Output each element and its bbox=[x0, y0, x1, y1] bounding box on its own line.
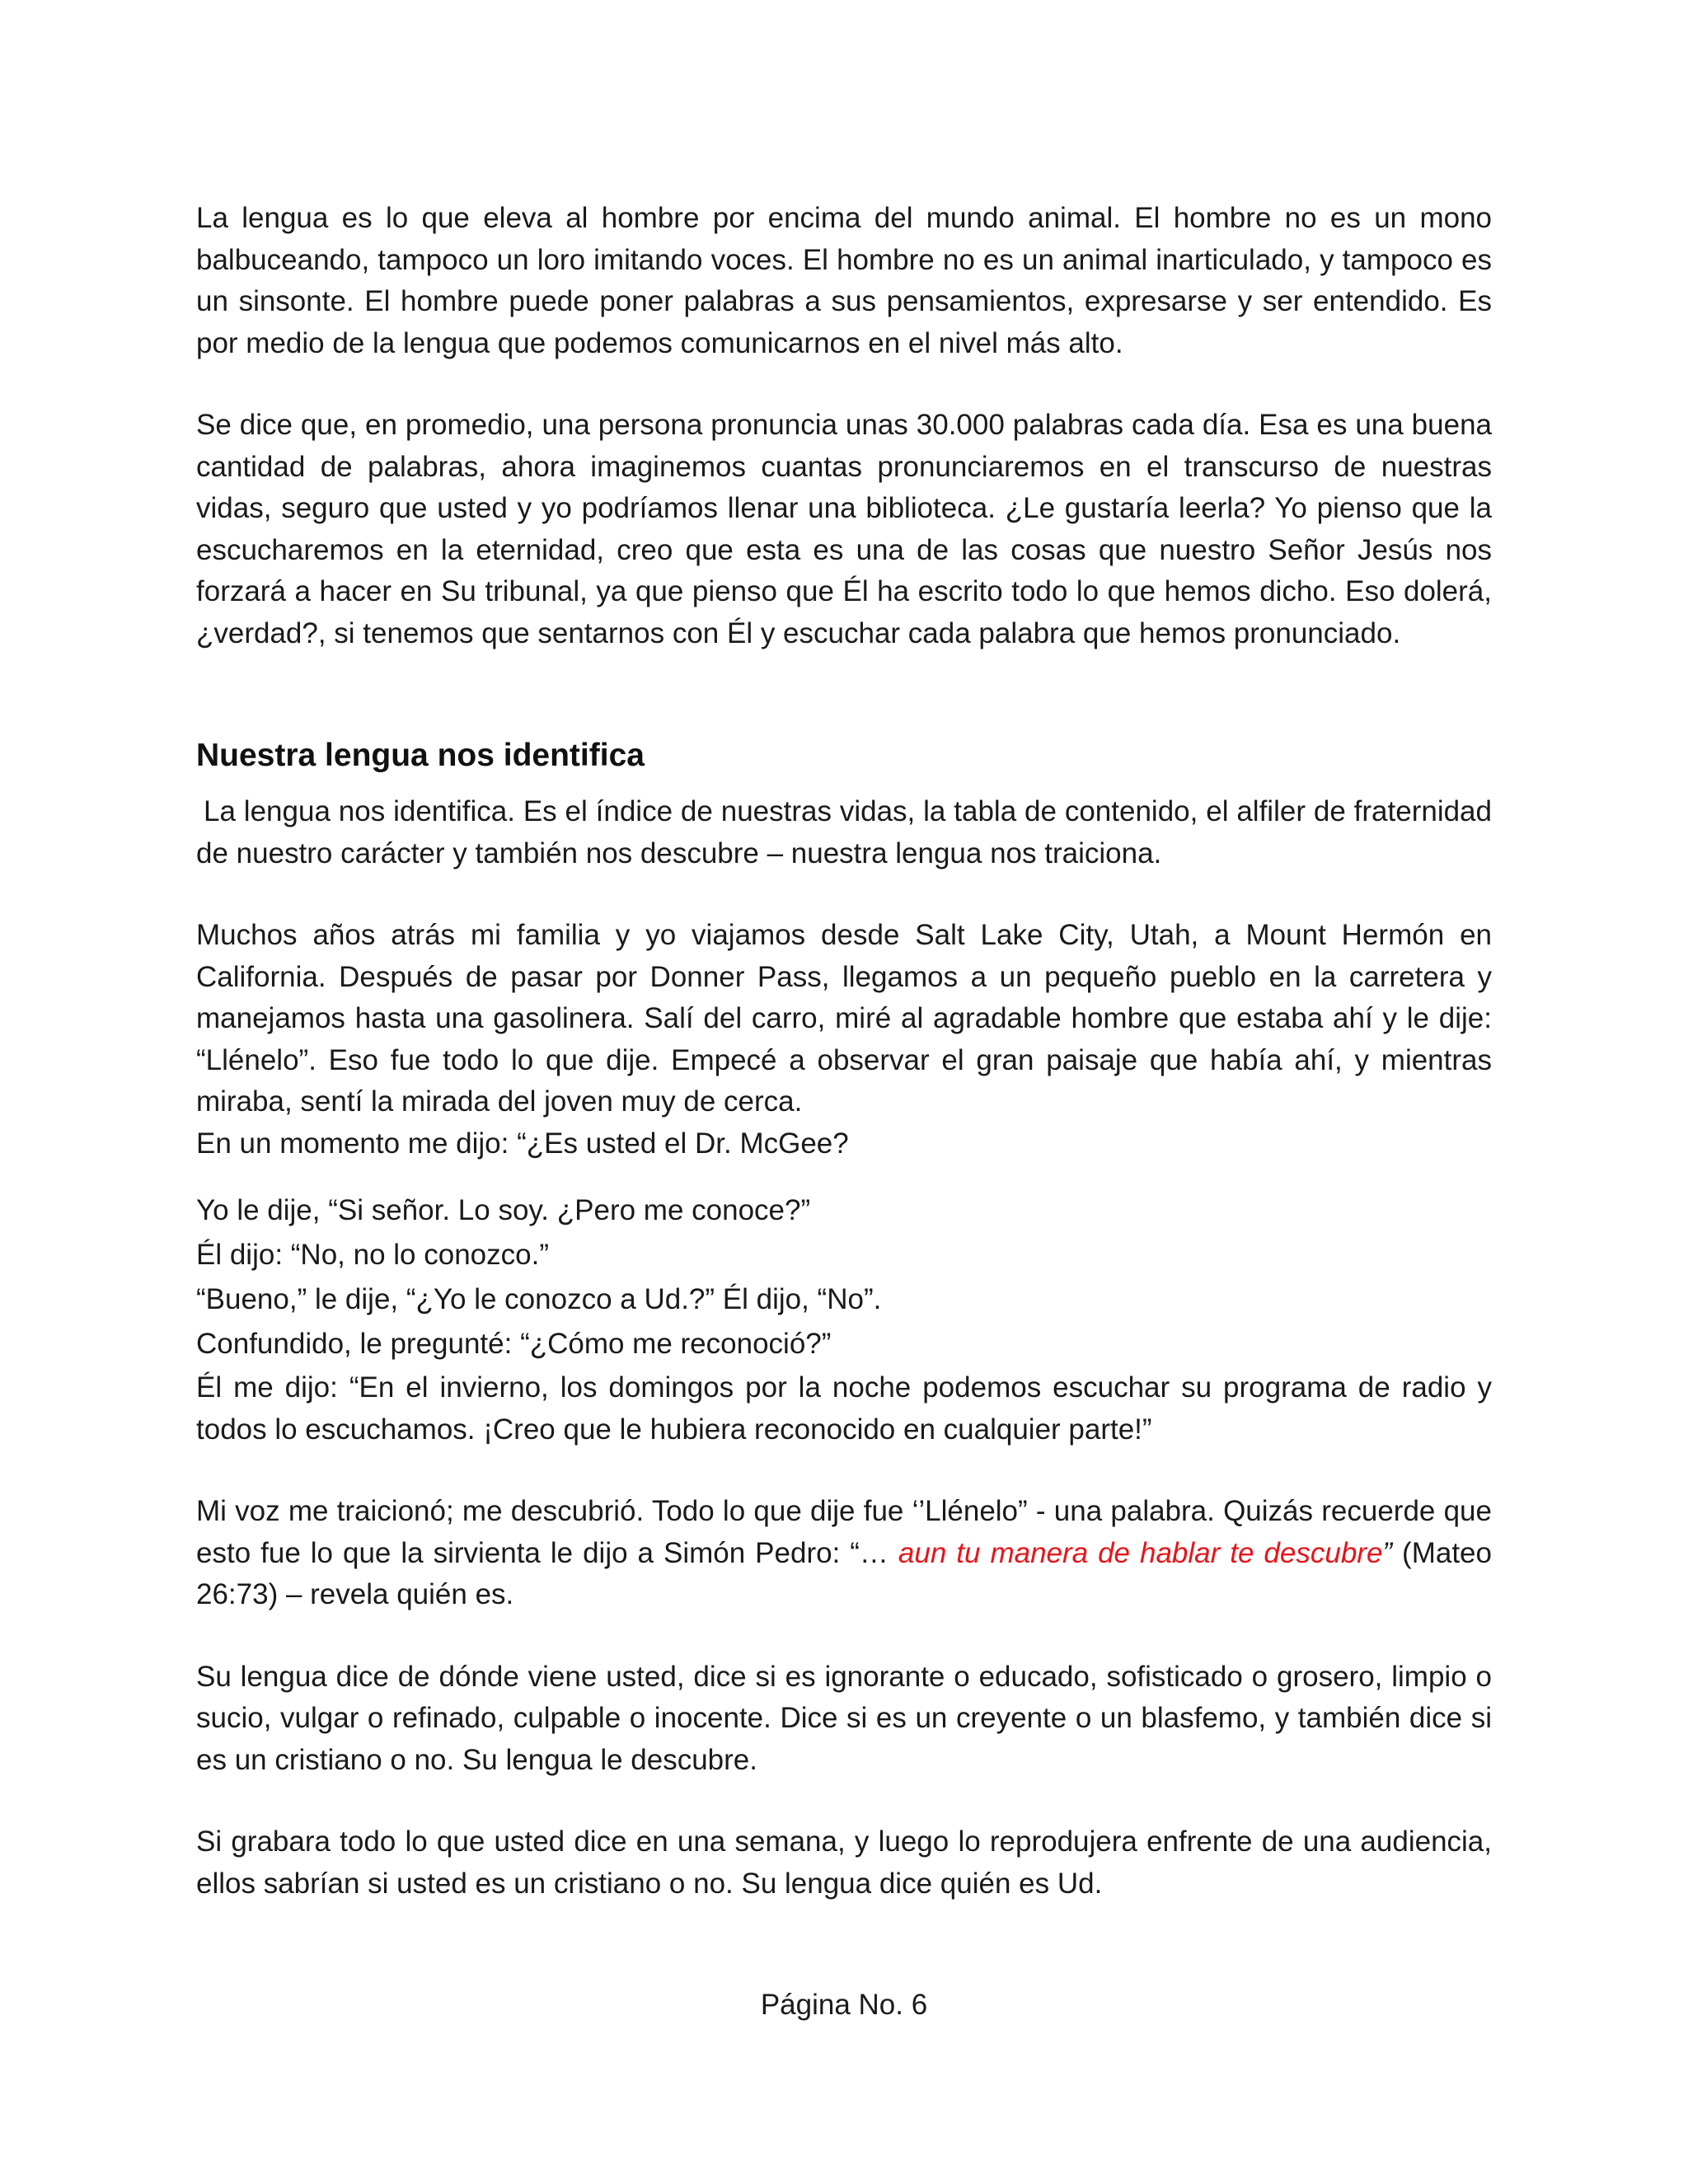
paragraph-intro: La lengua es lo que eleva al hombre por encima del mundo animal. El hombre no es un mono balbuceando, tampoco un loro imitando voces. El hombre no es un animal inarticulado, y tampoco es un sinsonte. El hombre puede poner palabras a sus pensamientos, expresarse y ser entendido. Es por medio de la lengua que podemos comunicarnos en el nivel más alto. bbox=[196, 202, 1492, 359]
dialog-line: Yo le dije, “Si señor. Lo soy. ¿Pero me conoce?” bbox=[196, 1194, 811, 1226]
section-heading: Nuestra lengua nos identifica bbox=[196, 738, 645, 773]
paragraph-identifies: La lengua nos identifica. Es el índice de nuestras vidas, la tabla de contenido, el alfiler de fraternidad de nuestro carácter y también nos descubre – nuestra lengua nos traiciona. bbox=[196, 795, 1492, 869]
dialog-block bbox=[196, 1188, 1492, 1451]
paragraph-word-count: Se dice que, en promedio, una persona pronuncia unas 30.000 palabras cada día. Esa es una buena cantidad de palabras, ahora imaginemos cuantas pronunciaremos en el transcurso de nuestras vidas, seguro que usted y yo podríamos llenar una biblioteca. ¿Le gustaría leerla? Yo pienso que la escucharemos en la eternidad, creo que esta es una de las cosas que nuestro Señor Jesús nos forzará a hacer en Su tribunal, ya que pienso que Él ha escrito todo lo que hemos dicho. Eso dolerá, ¿verdad?, si tenemos que sentarnos con Él y escuchar cada palabra que hemos pronunciado. bbox=[196, 409, 1492, 649]
scripture-quote: aun tu manera de hablar te descubre bbox=[898, 1536, 1383, 1569]
dialog-line: Él dijo: “No, no lo conozco.” bbox=[196, 1239, 549, 1271]
scripture-quote-close: ” bbox=[1382, 1536, 1393, 1569]
dialog-line: Él me dijo: “En el invierno, los domingos por la noche podemos escuchar su programa de radio y todos lo escuchamos. ¡Creo que le hubiera reconocido en cualquier parte!” bbox=[196, 1371, 1492, 1446]
document-page bbox=[196, 198, 1492, 1945]
dialog-line: “Bueno,” le dije, “¿Yo le conozco a Ud.?” Él dijo, “No”. bbox=[196, 1283, 882, 1315]
paragraph-story: Muchos años atrás mi familia y yo viajamos desde Salt Lake City, Utah, a Mount Hermón en California. Después de pasar por Donner Pass, llegamos a un pequeño pueblo en la carretera y manejamos hasta una gasolinera. Salí del carro, miré al agradable hombre que estaba ahí y le dije: “Llénelo”. Eso fue todo lo que dije. Empecé a observar el gran paisaje que había ahí, y mientras miraba, sentí la mirada del joven muy de cerca. bbox=[196, 919, 1492, 1118]
scripture-reference: (Mateo 26:73) – revela quién es. bbox=[196, 1536, 1492, 1610]
dialog-line: Confundido, le pregunté: “¿Cómo me reconoció?” bbox=[196, 1328, 832, 1360]
paragraph-betrayed-text: Mi voz me traicionó; me descubrió. Todo lo que dije fue ‘’Llénelo” - una palabra. Quizás recuerde que esto fue lo que la sirvienta le dijo a Simón Pedro: “… bbox=[196, 1495, 1492, 1569]
paragraph-betrayed bbox=[196, 1491, 1492, 1616]
page-number: Página No. 6 bbox=[760, 1989, 928, 2021]
paragraph-tongue-tells: Su lengua dice de dónde viene usted, dice si es ignorante o educado, sofisticado o grosero, limpio o sucio, vulgar o refinado, culpable o inocente. Dice si es un creyente o un blasfemo, y también dice si es un cristiano o no. Su lengua le descubre. bbox=[196, 1660, 1492, 1776]
paragraph-recording: Si grabara todo lo que usted dice en una semana, y luego lo reprodujera enfrente de una audiencia, ellos sabrían si usted es un cristiano o no. Su lengua dice quién es Ud. bbox=[196, 1825, 1492, 1900]
paragraph-story-question: En un momento me dijo: “¿Es usted el Dr. McGee? bbox=[196, 1127, 849, 1160]
